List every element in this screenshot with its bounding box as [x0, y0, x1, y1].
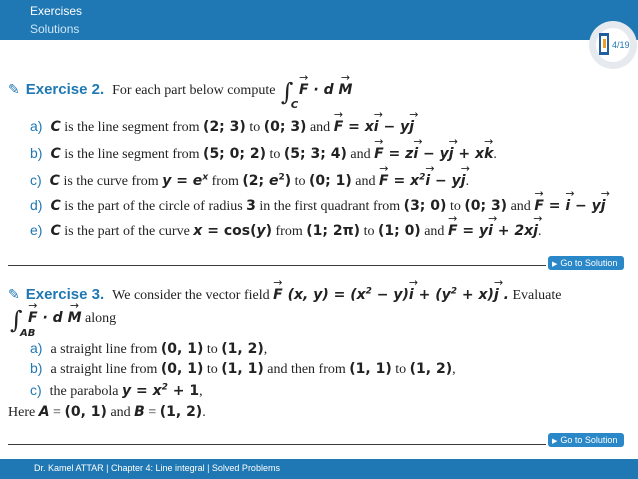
goto-label: Go to Solution — [560, 435, 618, 445]
item-label: c) — [30, 172, 42, 188]
along-text: along — [85, 311, 117, 326]
exercise2-item-c: c) C is the curve from $y = e^x$ from (2; $e^2$) to (0; 1) and → $F = x^2\to i - y\to j$. — [30, 172, 469, 190]
goto-solution-button[interactable] — [548, 256, 624, 270]
exercise2-item-e: e) C is the part of the curve x = cos(y) from (1; 2π) to (1; 0) and → F = y→ i + 2x→ j. — [30, 222, 542, 240]
integral-subscript: AB — [20, 328, 36, 339]
item-label: b) — [30, 360, 43, 376]
exercise3-intro: We consider the vector field — [112, 288, 270, 303]
exercise2-title: Exercise 2. — [25, 81, 105, 98]
divider — [8, 265, 546, 266]
exercise3-here: Here A = (0, 1) and B = (1, 2). — [8, 404, 206, 420]
exercise3-integral-line — [8, 306, 117, 339]
goto-solution-button[interactable] — [548, 433, 624, 447]
item-label: a) — [30, 340, 43, 356]
goto-label: Go to Solution — [560, 258, 618, 268]
header-bar — [0, 0, 638, 40]
exercise3-item-b: b) a straight line from (0, 1) to (1, 1) and then from (1, 1) to (1, 2), — [30, 360, 456, 377]
exercise3-title: Exercise 3. — [25, 286, 105, 303]
integral-subscript: C — [290, 100, 299, 111]
exercise3-item-a: a) a straight line from (0, 1) to (1, 2), — [30, 340, 268, 357]
footer-bar — [0, 459, 638, 479]
exercise2-intro: For each part below compute — [112, 83, 276, 98]
exercise3-heading: ✎ Exercise 3. We consider the vector field → F (x, $y) = (x^2 - y)\to i + (y^2 + x)\to j$ . Evaluate — [8, 286, 561, 304]
play-icon: ▶ — [552, 438, 558, 445]
subsection-title[interactable]: Solutions — [30, 22, 80, 36]
item-label: d) — [30, 197, 43, 213]
divider — [8, 444, 546, 445]
pencil-icon: ✎ — [8, 82, 20, 98]
play-icon: ▶ — [552, 261, 558, 268]
item-label: c) — [30, 382, 42, 398]
exercise2-item-d: d) C is the part of the circle of radius 3 in the first quadrant from (3; 0) to (0; 3) and → F = → i − y→ j — [30, 197, 606, 215]
exercise2-heading — [8, 78, 353, 111]
integral-sign: ∫ AB — [10, 306, 36, 339]
pencil-icon: ✎ — [8, 287, 20, 303]
item-label: e) — [30, 222, 43, 238]
page-number: 4/19 — [612, 40, 630, 50]
exercise2-item-a: a) C is the line segment from (2; 3) to (0; 3) and → F = x→ i − y→ j — [30, 118, 414, 136]
item-label: b) — [30, 145, 43, 161]
footer-text: Dr. Kamel ATTAR | Chapter 4: Line integral | Solved Problems — [34, 463, 280, 473]
exercise3-item-c: c) the parabola $y = x^2 + 1$, — [30, 382, 203, 399]
exercise2-item-b: b) C is the line segment from (5; 0; 2) to (5; 3; 4) and → F = z→ i − y→ j + x→ k. — [30, 145, 497, 163]
section-title[interactable]: Exercises — [30, 4, 83, 18]
exercise3-integrand: → F · d → M — [28, 310, 81, 326]
integral-sign: ∫ C — [280, 78, 299, 111]
item-label: a) — [30, 118, 43, 134]
exercise3-field: → F (x, $y) = (x^2 - y)\to i + (y^2 + x)\to j$ . — [273, 287, 509, 303]
exercise2-integrand: → F · d → M — [299, 82, 352, 98]
